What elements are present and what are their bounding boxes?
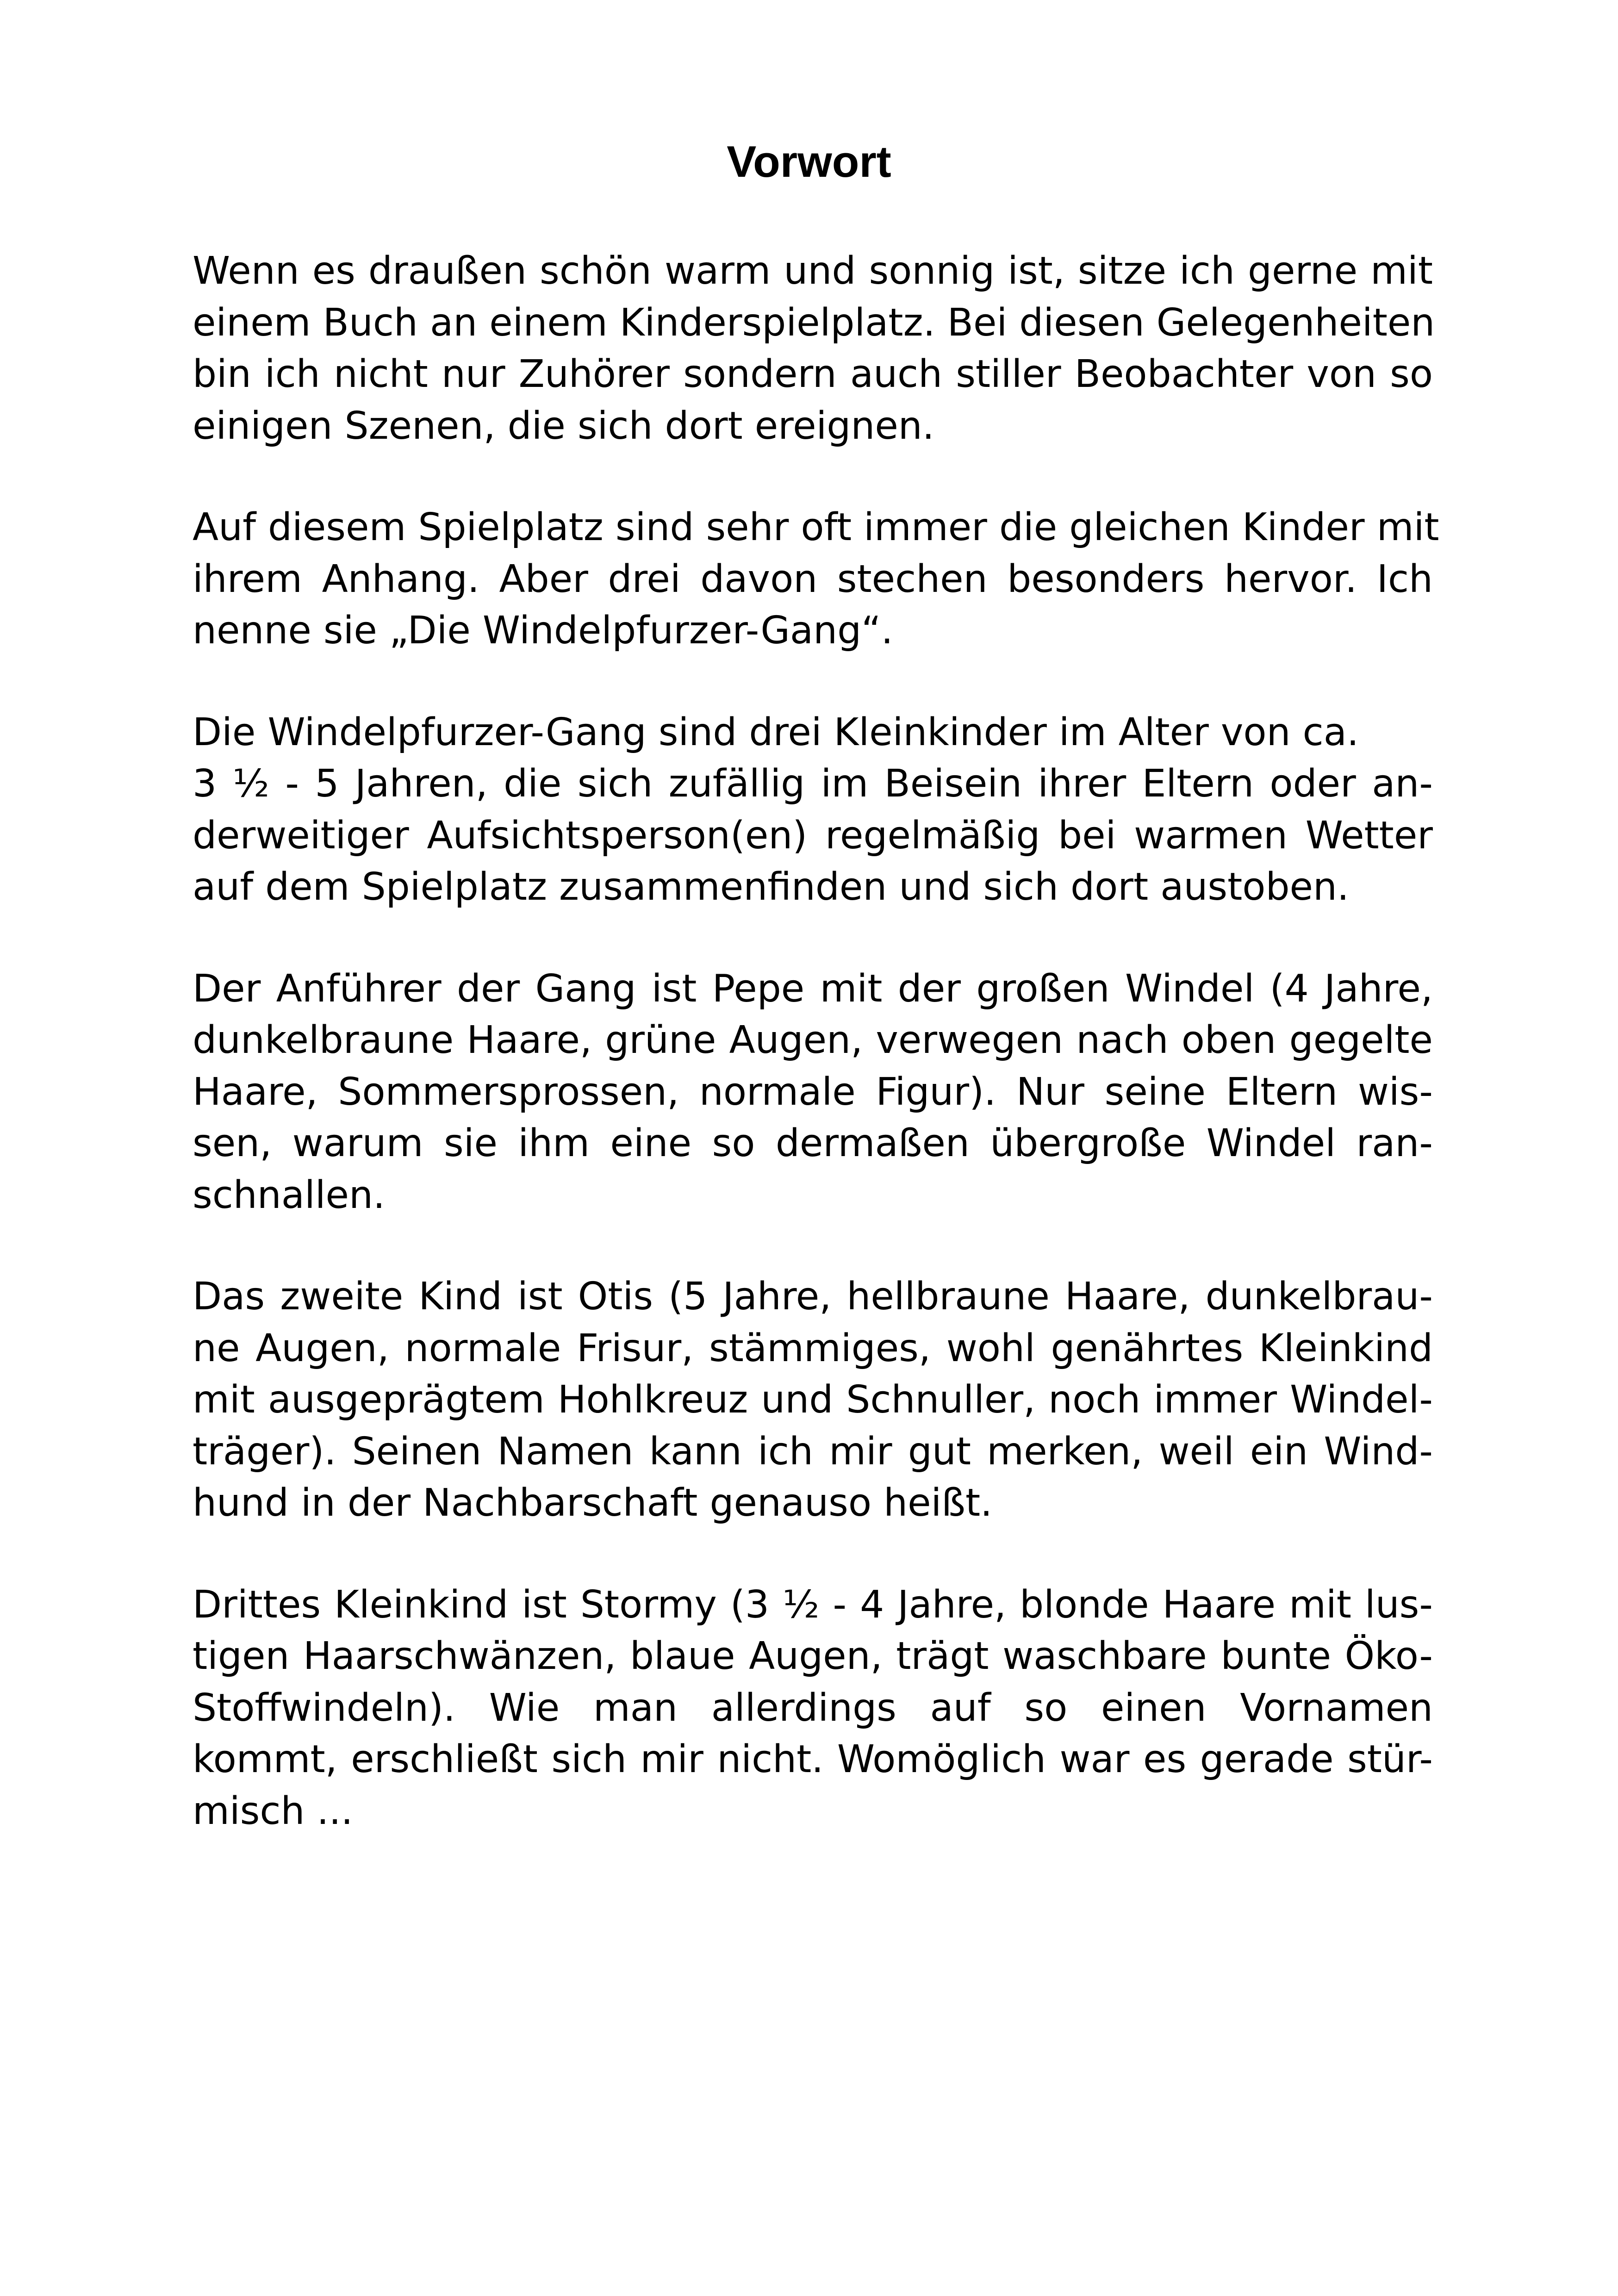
text-line: tigen Haarschwänzen, blaue Augen, trägt waschbare bunte Öko- [193, 1634, 1433, 1678]
text-line: hund in der Nachbarschaft genauso heißt. [193, 1481, 993, 1525]
text-line: derweitiger Aufsichtsperson(en) regelmäßig bei warmen Wetter [193, 813, 1433, 858]
text-line: misch ... [193, 1789, 353, 1833]
text-line: Haare, Sommersprossen, normale Figur). Nur seine Eltern wis- [193, 1070, 1433, 1114]
text-line: ihrem Anhang. Aber drei davon stechen besonders hervor. Ich [193, 557, 1433, 601]
text-line: schnallen. [193, 1173, 386, 1217]
text-line: dunkelbraune Haare, grüne Augen, verwegen nach oben gegelte [193, 1018, 1433, 1062]
text-line: mit ausgeprägtem Hohlkreuz und Schnuller, noch immer Windel- [193, 1378, 1433, 1422]
text-line: Drittes Kleinkind ist Stormy (3 ½ - 4 Jahre, blonde Haare mit lus- [193, 1582, 1433, 1627]
page-title: Vorwort [727, 137, 891, 187]
paragraph-6 [193, 1579, 1433, 1837]
paragraph-4 [193, 963, 1433, 1221]
text-line: sen, warum sie ihm eine so dermaßen übergroße Windel ran- [193, 1121, 1433, 1165]
text-line: Die Windelpfurzer-Gang sind drei Kleinkinder im Alter von ca. [193, 710, 1359, 754]
text-line: nenne sie „Die Windelpfurzer-Gang“. [193, 609, 893, 653]
text-line: Das zweite Kind ist Otis (5 Jahre, hellbraune Haare, dunkelbrau- [193, 1275, 1433, 1319]
text-line: ne Augen, normale Frisur, stämmiges, wohl genährtes Kleinkind [193, 1326, 1433, 1370]
text-line: 3 ½ - 5 Jahren, die sich zufällig im Beisein ihrer Eltern oder an- [193, 762, 1433, 806]
text-line: bin ich nicht nur Zuhörer sondern auch stiller Beobachter von so [193, 352, 1433, 396]
text-line: einigen Szenen, die sich dort ereignen. [193, 404, 934, 448]
text-line: Wenn es draußen schön warm und sonnig ist, sitze ich gerne mit [193, 249, 1433, 293]
body-text [193, 245, 1439, 1887]
text-line: Auf diesem Spielplatz sind sehr oft immer die gleichen Kinder mit [193, 505, 1439, 549]
paragraph-5 [193, 1271, 1433, 1529]
text-line: Der Anführer der Gang ist Pepe mit der großen Windel (4 Jahre, [193, 966, 1433, 1011]
text-line: träger). Seinen Namen kann ich mir gut merken, weil ein Wind- [193, 1429, 1433, 1474]
text-line: einem Buch an einem Kinderspielplatz. Bei diesen Gelegenheiten [193, 300, 1435, 345]
paragraph-1 [193, 245, 1433, 452]
text-line: Stoffwindeln). Wie man allerdings auf so einen Vornamen [193, 1686, 1433, 1730]
paragraph-3 [193, 707, 1433, 913]
text-line: auf dem Spielplatz zusammenfinden und sich dort austoben. [193, 865, 1349, 909]
text-line: kommt, erschließt sich mir nicht. Womöglich war es gerade stür- [193, 1737, 1433, 1781]
paragraph-2 [193, 502, 1439, 657]
